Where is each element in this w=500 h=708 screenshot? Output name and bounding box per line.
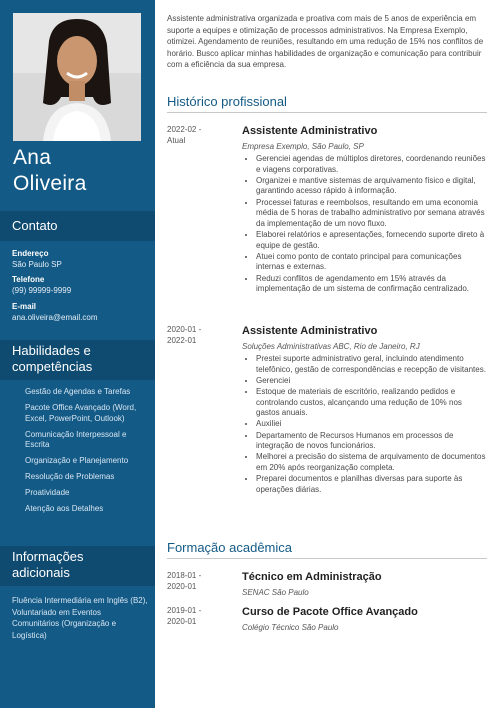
additional-heading-line-2: adicionais (12, 565, 70, 580)
contact-heading: Contato (0, 211, 155, 241)
professional-summary: Assistente administrativa organizada e proativa com mais de 5 anos de experiência em suporte a equipes e otimização de processos administrativos. Na Empresa Exemplo, otimizei. Agendamento de reuniões, resultando em uma redução de 15% nos conflitos de horário. Busco aplicar minhas habilidades de organização e comunicação para contribuir com a eficiência da sua empresa. (167, 14, 484, 69)
skill-item: Proatividade (25, 488, 70, 497)
job-bullet: • Melhorei a precisão do sistema de arquivamento de documentos em 20% após reorganização completa. (256, 452, 487, 473)
skill-item: Gestão de Agendas e Tarefas (25, 387, 131, 396)
job-bullet: • Prestei suporte administrativo geral, incluindo atendimento telefônico, gestão de correspondências e recepção de visitantes. (256, 354, 487, 375)
job-start-date: 2020-01 - (167, 325, 202, 334)
job-company: Soluções Administrativas ABC, Rio de Janeiro, RJ (242, 342, 420, 351)
job-end-date: Atual (167, 136, 186, 145)
job-dates (167, 324, 227, 346)
additional-info-heading (0, 546, 155, 586)
job-company: Empresa Exemplo, São Paulo, SP (242, 142, 364, 151)
skill-item: Comunicação Interpessoal e Escrita (25, 429, 127, 449)
job-title: Assistente Administrativo (242, 325, 378, 337)
skills-list (25, 387, 153, 520)
education-end-date: 2020-01 (167, 617, 197, 626)
education-dates (167, 605, 227, 627)
job-bullets (242, 354, 487, 495)
sidebar (0, 0, 155, 708)
education-start-date: 2019-01 - (167, 606, 202, 615)
work-history-heading: Histórico profissional (167, 94, 487, 113)
job-bullet: • Auxiliei (256, 419, 487, 430)
address-label: Endereço (12, 249, 49, 258)
contact-address (12, 248, 152, 270)
phone-label: Telefone (12, 275, 45, 284)
job-dates (167, 124, 227, 146)
job-title: Assistente Administrativo (242, 125, 378, 137)
skills-heading (0, 340, 155, 380)
skills-heading-line-1: Habilidades e (12, 343, 91, 358)
additional-info-text: Fluência Intermediária em Inglês (B2), Voluntariado em Eventos Comunitários (Organização e Logística) (12, 596, 148, 640)
education-end-date: 2020-01 (167, 582, 197, 591)
education-title: Técnico em Administração (242, 571, 382, 583)
profile-photo (13, 13, 141, 141)
skills-heading-line-2: competências (12, 359, 93, 374)
education-dates (167, 570, 227, 592)
education-details (242, 570, 487, 598)
skill-item: Atenção aos Detalhes (25, 504, 104, 513)
skill-item: Pacote Office Avançado (Word, Excel, PowerPoint, Outlook) (25, 403, 137, 423)
job-details (242, 324, 487, 496)
first-name: Ana (13, 146, 52, 169)
education-heading: Formação acadêmica (167, 540, 487, 559)
job-bullet: • Elaborei relatórios e apresentações, fornecendo suporte direto à equipe de gestão. (256, 230, 487, 251)
additional-heading-line-1: Informações (12, 549, 84, 564)
contact-email (12, 301, 152, 323)
contact-phone (12, 274, 152, 296)
job-bullet: • Departamento de Recursos Humanos em processos de integração de novos funcionários. (256, 431, 487, 452)
education-school: Colégio Técnico São Paulo (242, 623, 339, 632)
job-bullet: • Processei faturas e reembolsos, resultando em uma economia média de 5 horas de trabalho administrativo por semana através da implementação de um novo fluxo. (256, 198, 487, 230)
email-value[interactable]: ana.oliveira@email.com (12, 313, 98, 322)
skill-item: Resolução de Problemas (25, 472, 115, 481)
skill-item: Organização e Planejamento (25, 456, 129, 465)
job-bullet: • Preparei documentos e planilhas diversas para suporte às operações diárias. (256, 474, 487, 495)
education-school: SENAC São Paulo (242, 588, 309, 597)
job-bullet: • Reduzi conflitos de agendamento em 15% através da implementação de um sistema de confirmação centralizado. (256, 274, 487, 295)
job-bullet: • Organizei e mantive sistemas de arquivamento físico e digital, garantindo acesso rápido à informação. (256, 176, 487, 197)
candidate-name (13, 145, 87, 197)
education-title: Curso de Pacote Office Avançado (242, 606, 418, 618)
address-value: São Paulo SP (12, 260, 62, 269)
job-bullet: • Gerenciei (256, 376, 487, 387)
job-start-date: 2022-02 - (167, 125, 202, 134)
job-end-date: 2022-01 (167, 336, 197, 345)
education-start-date: 2018-01 - (167, 571, 202, 580)
job-bullets (242, 154, 487, 295)
job-bullet: • Estoque de materiais de escritório, realizando pedidos e controlando custos, alcançando uma redução de 10% nos gastos anuais. (256, 387, 487, 419)
job-bullet: • Atuei como ponto de contato principal para comunicações internas e externas. (256, 252, 487, 273)
job-details (242, 124, 487, 295)
job-bullet: • Gerenciei agendas de múltiplos diretores, coordenando reuniões e viagens corporativas. (256, 154, 487, 175)
email-label: E-mail (12, 302, 37, 311)
education-details (242, 605, 487, 633)
phone-value: (99) 99999-9999 (12, 286, 72, 295)
last-name: Oliveira (13, 172, 87, 195)
